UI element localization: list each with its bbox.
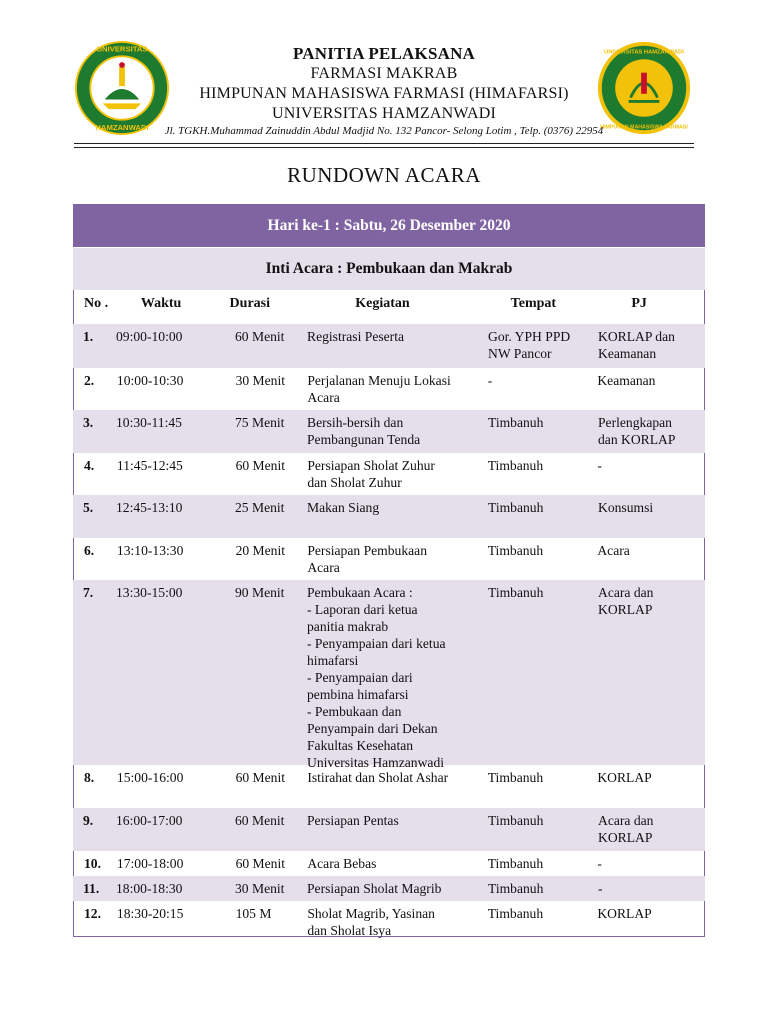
cell-pj (594, 495, 705, 538)
cell-waktu: 17:00-18:00 (116, 856, 184, 871)
cell-kegiatan (301, 324, 483, 368)
cell-waktu: 10:00-10:30 (116, 373, 184, 388)
cell-kegiatan (301, 453, 482, 495)
cell-waktu: 13:10-13:30 (116, 543, 184, 558)
table-row (73, 410, 705, 453)
cell-durasi: 75 Menit (235, 415, 285, 430)
table-header-row (73, 290, 705, 324)
cell-durasi: 60 Menit (235, 856, 286, 871)
cell-kegiatan (301, 851, 482, 876)
cell-pj-line: Acara (597, 543, 630, 558)
table-row (73, 453, 705, 495)
cell-kegiatan-line: dan Sholat Zuhur (307, 475, 402, 490)
table-body (73, 324, 705, 937)
cell-no: 12. (84, 906, 101, 921)
table-row (73, 324, 705, 368)
cell-waktu: 10:30-11:45 (116, 415, 182, 430)
cell-tempat-line: Timbanuh (487, 770, 544, 785)
cell-kegiatan (301, 410, 483, 453)
cell-pj (593, 901, 704, 936)
cell-tempat (483, 324, 594, 368)
svg-text:UNIVERSITAS: UNIVERSITAS (96, 44, 148, 54)
cell-kegiatan-line: Sholat Magrib, Yasinan (307, 906, 435, 921)
cell-tempat (483, 580, 594, 765)
letterhead (160, 44, 608, 124)
table-row (73, 765, 705, 808)
cell-tempat (483, 901, 594, 936)
cell-kegiatan (301, 580, 483, 770)
cell-pj (594, 876, 705, 901)
cell-tempat-line: Timbanuh (488, 585, 544, 600)
header-tempat: Tempat (510, 296, 557, 311)
cell-tempat (483, 765, 594, 808)
cell-kegiatan (301, 808, 483, 851)
cell-pj-line: KORLAP (597, 906, 652, 921)
cell-kegiatan-line: Acara (307, 390, 340, 405)
cell-no: 3. (83, 415, 94, 430)
cell-tempat (483, 808, 594, 851)
letterhead-rule (74, 143, 694, 144)
cell-durasi: 30 Menit (235, 881, 285, 896)
cell-kegiatan-line: Acara (307, 560, 340, 575)
cell-kegiatan (301, 876, 483, 901)
cell-pj-line: KORLAP (597, 770, 652, 785)
cell-kegiatan-line: Persiapan Pembukaan (307, 543, 427, 558)
cell-kegiatan-line: Penyampain dari Dekan (307, 721, 438, 736)
cell-kegiatan-line: Universitas Hamzanwadi (307, 755, 445, 770)
cell-waktu: 18:00-18:30 (116, 881, 183, 896)
cell-kegiatan-line: - Pembukaan dan (307, 704, 402, 719)
cell-kegiatan-line: Perjalanan Menuju Lokasi (307, 373, 451, 388)
cell-durasi: 60 Menit (235, 813, 285, 828)
cell-pj-line: KORLAP (598, 602, 653, 617)
cell-kegiatan (301, 901, 482, 936)
cell-tempat-line: Timbanuh (488, 415, 544, 430)
cell-tempat-line: Timbanuh (488, 881, 544, 896)
cell-kegiatan-line: Acara Bebas (307, 856, 377, 871)
header-durasi: Durasi (229, 296, 270, 311)
cell-kegiatan-line: panitia makrab (307, 619, 389, 634)
table-row (73, 851, 705, 876)
cell-kegiatan (301, 538, 482, 580)
cell-tempat (483, 538, 594, 580)
cell-durasi: 20 Menit (235, 543, 286, 558)
cell-pj-line: Acara dan (598, 813, 654, 828)
cell-durasi: 60 Menit (235, 458, 286, 473)
document-title: RUNDOWN ACARA (287, 163, 481, 187)
cell-kegiatan (301, 368, 482, 410)
cell-kegiatan-line: Fakultas Kesehatan (307, 738, 414, 753)
cell-durasi: 60 Menit (235, 770, 286, 785)
header-kegiatan: Kegiatan (355, 296, 410, 311)
cell-no: 8. (84, 770, 95, 785)
cell-pj-line: KORLAP (598, 830, 653, 845)
cell-durasi: 60 Menit (235, 329, 285, 344)
cell-kegiatan (301, 765, 482, 808)
cell-pj (594, 580, 705, 765)
cell-kegiatan-line: dan Sholat Isya (307, 923, 392, 938)
cell-kegiatan-line: Persiapan Sholat Magrib (307, 881, 442, 896)
cell-pj (593, 368, 704, 410)
section-band: Inti Acara : Pembukaan dan Makrab (73, 247, 705, 290)
letterhead-line-3: HIMPUNAN MAHASISWA FARMASI (HIMAFARSI) (199, 85, 569, 102)
header-waktu: Waktu (140, 296, 182, 311)
cell-pj-line: Acara dan (598, 585, 654, 600)
letterhead-line-2: FARMASI MAKRAB (310, 65, 458, 82)
cell-pj (594, 324, 705, 368)
himafarsi-logo-right (596, 40, 692, 136)
svg-text:UNIVERSITAS HAMZANWADI: UNIVERSITAS HAMZANWADI (604, 49, 684, 56)
rundown-table (73, 204, 705, 937)
header-pj: PJ (631, 296, 647, 311)
svg-text:HAMZANWADI: HAMZANWADI (95, 123, 149, 133)
cell-tempat-line: Timbanuh (487, 906, 544, 921)
cell-no: 6. (84, 543, 95, 558)
cell-durasi: 90 Menit (235, 585, 285, 600)
table-row (73, 901, 705, 937)
cell-tempat (483, 453, 594, 495)
cell-waktu: 15:00-16:00 (116, 770, 184, 785)
cell-durasi: 105 M (235, 906, 272, 921)
cell-kegiatan-line: - Penyampaian dari (307, 670, 413, 685)
cell-kegiatan-line: Pembangunan Tenda (307, 432, 421, 447)
cell-no: 5. (83, 500, 94, 515)
cell-kegiatan-line: himafarsi (307, 653, 359, 668)
table-row (73, 580, 705, 770)
cell-kegiatan-line: Persiapan Sholat Zuhur (307, 458, 435, 473)
table-row (73, 495, 705, 538)
cell-tempat (483, 851, 594, 876)
cell-tempat (483, 410, 594, 453)
cell-pj (593, 851, 704, 876)
cell-tempat-line: Timbanuh (487, 856, 544, 871)
cell-pj-line: Konsumsi (598, 500, 654, 515)
cell-pj-line: - (597, 458, 602, 473)
cell-kegiatan-line: Makan Siang (307, 500, 380, 515)
cell-tempat (483, 876, 594, 901)
cell-pj-line: Keamanan (598, 346, 657, 361)
letterhead-address: Jl. TGKH.Muhammad Zainuddin Abdul Madjid No. 132 Pancor- Selong Lotim , Telp. (0376) 22954 (164, 125, 604, 137)
cell-kegiatan-line: Bersih-bersih dan (307, 415, 404, 430)
cell-pj-line: - (598, 881, 603, 896)
cell-pj (594, 410, 705, 453)
cell-tempat-line: Gor. YPH PPD (488, 329, 571, 344)
cell-no: 2. (84, 373, 95, 388)
cell-durasi: 25 Menit (235, 500, 285, 515)
cell-waktu: 09:00-10:00 (116, 329, 183, 344)
cell-kegiatan-line: Istirahat dan Sholat Ashar (307, 770, 449, 785)
cell-no: 10. (84, 856, 101, 871)
cell-kegiatan-line: Registrasi Peserta (307, 329, 405, 344)
table-row (73, 368, 705, 410)
cell-kegiatan-line: Pembukaan Acara : (307, 585, 413, 600)
cell-waktu: 16:00-17:00 (116, 813, 183, 828)
cell-durasi: 30 Menit (235, 373, 286, 388)
cell-no: 4. (84, 458, 95, 473)
cell-tempat-line: - (487, 373, 493, 388)
cell-waktu: 13:30-15:00 (116, 585, 183, 600)
svg-text:HIMPUNAN MAHASISWA FARMASI: HIMPUNAN MAHASISWA FARMASI (600, 124, 688, 131)
cell-kegiatan-line: - Penyampaian dari ketua (307, 636, 446, 651)
university-logo-left (74, 40, 170, 136)
letterhead-line-1: PANITIA PELAKSANA (292, 44, 476, 63)
cell-tempat (483, 368, 594, 410)
cell-no: 7. (83, 585, 94, 600)
table-row (73, 876, 705, 901)
cell-pj-line: - (597, 856, 602, 871)
cell-no: 9. (83, 813, 94, 828)
cell-kegiatan (301, 495, 483, 538)
cell-pj-line: Keamanan (597, 373, 656, 388)
cell-kegiatan-line: - Laporan dari ketua (307, 602, 418, 617)
cell-waktu: 12:45-13:10 (116, 500, 183, 515)
cell-kegiatan-line: pembina himafarsi (307, 687, 409, 702)
cell-pj-line: Perlengkapan (598, 415, 672, 430)
cell-tempat-line: Timbanuh (488, 500, 544, 515)
cell-tempat-line: Timbanuh (487, 543, 544, 558)
header-no: No . (84, 296, 109, 311)
cell-kegiatan-line: Persiapan Pentas (307, 813, 399, 828)
cell-pj (593, 453, 704, 495)
cell-waktu: 11:45-12:45 (116, 458, 183, 473)
cell-pj-line: dan KORLAP (598, 432, 676, 447)
table-row (73, 808, 705, 851)
cell-pj (593, 538, 704, 580)
cell-pj-line: KORLAP dan (598, 329, 675, 344)
cell-tempat-line: Timbanuh (487, 458, 544, 473)
cell-tempat-line: Timbanuh (488, 813, 544, 828)
letterhead-rule-thin (74, 147, 694, 148)
day-band: Hari ke-1 : Sabtu, 26 Desember 2020 (73, 204, 705, 247)
letterhead-line-4: UNIVERSITAS HAMZANWADI (272, 105, 496, 122)
table-row (73, 538, 705, 580)
cell-pj (594, 808, 705, 851)
cell-tempat-line: NW Pancor (488, 346, 552, 361)
cell-waktu: 18:30-20:15 (116, 906, 184, 921)
cell-no: 11. (83, 881, 100, 896)
cell-pj (593, 765, 704, 808)
cell-tempat (483, 495, 594, 538)
cell-no: 1. (83, 329, 94, 344)
